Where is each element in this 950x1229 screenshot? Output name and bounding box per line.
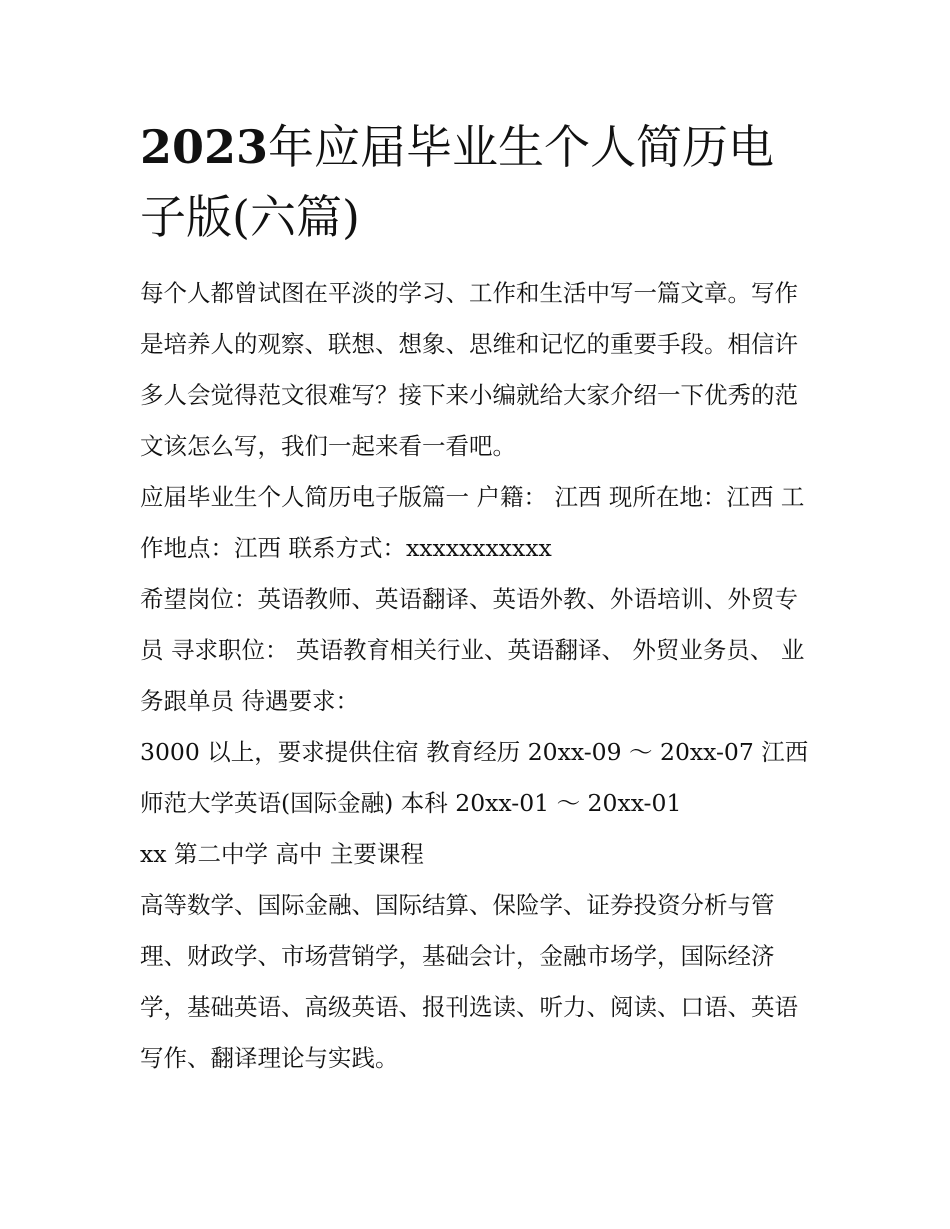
document-page xyxy=(140,112,815,1084)
high-school-paragraph: xx 第二中学 高中 主要课程 xyxy=(140,840,424,868)
title-year: 2023 xyxy=(140,120,269,174)
basic-info-paragraph: 应届毕业生个人简历电子版篇一 户籍： 江西 现所在地：江西 工作地点：江西 联系方式：xxxxxxxxxxx xyxy=(140,483,805,562)
education-paragraph: 3000 以上，要求提供住宿 教育经历 20xx-09 ～ 20xx-07 江西师范大学英语(国际金融) 本科 20xx-01 ～ 20xx-01 xyxy=(140,738,809,817)
intro-paragraph: 每个人都曾试图在平淡的学习、工作和生活中写一篇文章。写作是培养人的观察、联想、想象、思维和记忆的重要手段。相信许多人会觉得范文很难写？接下来小编就给大家介绍一下优秀的范文该怎么写，我们一起来看一看吧。 xyxy=(140,279,798,460)
job-intention-paragraph: 希望岗位：英语教师、英语翻译、英语外教、外语培训、外贸专员 寻求职位： 英语教育相关行业、英语翻译、 外贸业务员、 业务跟单员 待遇要求： xyxy=(140,585,805,715)
document-title xyxy=(140,112,815,252)
title-text: 年应届毕业生个人简历电子版(六篇) xyxy=(140,120,775,244)
courses-paragraph: 高等数学、国际金融、国际结算、保险学、证券投资分析与管理、财政学、市场营销学，基础会计，金融市场学，国际经济学，基础英语、高级英语、报刊选读、听力、阅读、口语、英语写作、翻译理论与实践。 xyxy=(140,891,798,1072)
